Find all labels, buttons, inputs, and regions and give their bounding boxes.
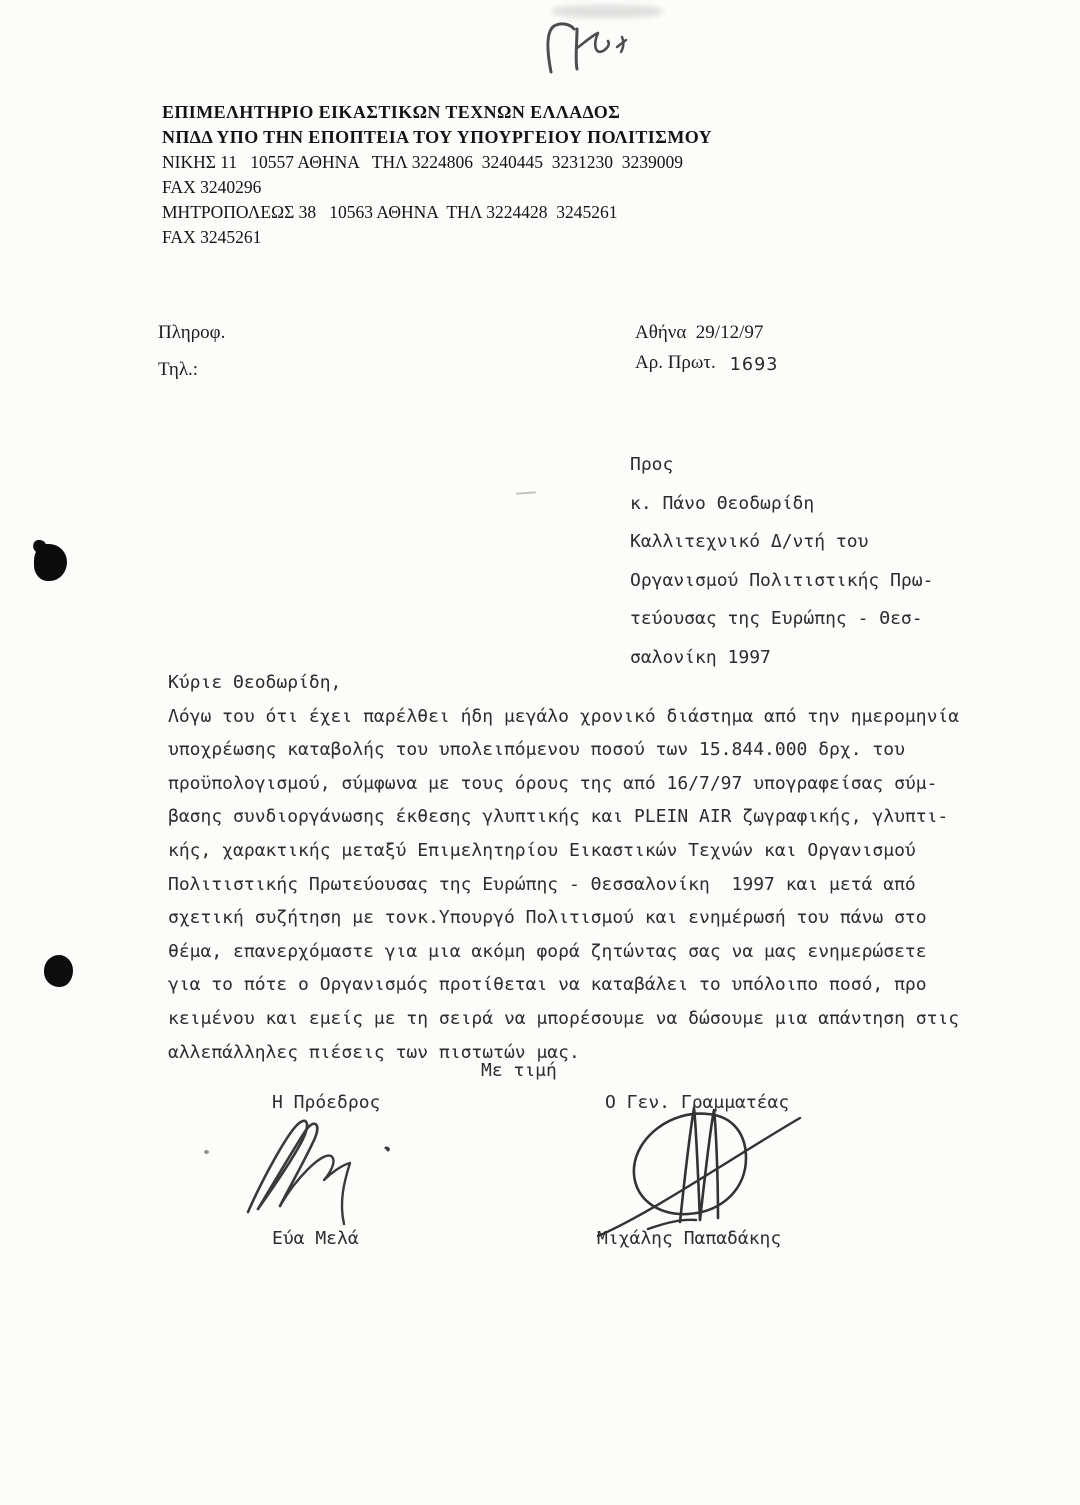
body-line: θέμα, επανερχόμαστε για μια ακόμη φορά ζητώντας σας να μας ενημερώσετε bbox=[168, 940, 927, 962]
ink-blot-mark-2 bbox=[44, 955, 73, 987]
protocol-row bbox=[635, 348, 778, 378]
body-line: βασης συνδιοργάνωσης έκθεσης γλυπτικής και PLEIN AIR ζωγραφικής, γλυπτι- bbox=[168, 806, 949, 828]
tel-label: Τηλ.: bbox=[158, 359, 199, 380]
fax-line-2: FAX 3245261 bbox=[162, 227, 262, 247]
faint-ink-dot bbox=[204, 1150, 209, 1154]
secretary-title: Ο Γεν. Γραμματέας bbox=[605, 1092, 790, 1113]
contact-block bbox=[158, 322, 225, 396]
recipient-line: Καλλιτεχνικό Δ/ντή του bbox=[630, 531, 869, 552]
body-line: Πολιτιστικής Πρωτεύουσας της Ευρώπης - Θεσσαλονίκη 1997 και μετά από bbox=[168, 873, 916, 895]
body-line: προϋπολογισμού, σύμφωνα με τους όρους της από 16/7/97 υπογραφείσας σύμ- bbox=[168, 772, 938, 794]
salutation-line: Κύριε Θεοδωρίδη, bbox=[168, 672, 342, 693]
address-line-2: ΜΗΤΡΟΠΟΛΕΩΣ 38 10563 ΑΘΗΝΑ ΤΗΛ 3224428 3245261 bbox=[162, 202, 618, 222]
address-line-1: ΝΙΚΗΣ 11 10557 ΑΘΗΝΑ ΤΗΛ 3224806 3240445 3231230 3239009 bbox=[162, 152, 683, 172]
date-protocol-block bbox=[635, 318, 778, 378]
handwritten-initials-mark bbox=[535, 16, 655, 84]
valediction: Με τιμή bbox=[481, 1060, 557, 1081]
org-status-line: ΝΠΔΔ ΥΠΟ ΤΗΝ ΕΠΟΠΤΕΙΑ ΤΟΥ ΥΠΟΥΡΓΕΙΟΥ ΠΟΛΙΤΙΣΜΟΥ bbox=[162, 127, 713, 147]
body-line: σχετική συζήτηση με τονκ.Υπουργό Πολιτισμού και ενημέρωσή του πάνω στο bbox=[168, 907, 927, 929]
fax-line-1: FAX 3240296 bbox=[162, 177, 262, 197]
secretary-name: Μιχάλης Παπαδάκης bbox=[597, 1228, 782, 1249]
info-label: Πληροφ. bbox=[158, 322, 226, 343]
body-line: αλλεπάλληλες πιέσεις των πιστωτών μας. bbox=[168, 1041, 580, 1063]
secretary-signature bbox=[586, 1102, 808, 1244]
recipient-line: τεύουσας της Ευρώπης - Θεσ- bbox=[630, 608, 923, 629]
recipient-block bbox=[630, 446, 933, 677]
city-date: Αθήνα 29/12/97 bbox=[635, 322, 764, 343]
body-line: υποχρέωσης καταβολής του υπολειπόμενου ποσού των 15.844.000 δρχ. του bbox=[168, 739, 905, 761]
body-line: κής, χαρακτικής μεταξύ Επιμελητηρίου Εικαστικών Τεχνών και Οργανισμού bbox=[168, 839, 916, 861]
protocol-label: Αρ. Πρωτ. bbox=[635, 352, 716, 373]
letter-body bbox=[168, 666, 959, 1069]
recipient-line: Οργανισμού Πολιτιστικής Πρω- bbox=[630, 569, 934, 591]
body-line: Λόγω του ότι έχει παρέλθει ήδη μεγάλο χρονικό διάστημα από την ημερομηνία bbox=[168, 705, 960, 727]
president-signature bbox=[238, 1110, 406, 1232]
org-name: ΕΠΙΜΕΛΗΤΗΡΙΟ ΕΙΚΑΣΤΙΚΩΝ ΤΕΧΝΩΝ ΕΛΛΑΔΟΣ bbox=[162, 102, 621, 122]
recipient-line: σαλονίκη 1997 bbox=[630, 646, 771, 668]
president-name: Εύα Μελά bbox=[272, 1228, 359, 1249]
president-title: Η Πρόεδρος bbox=[272, 1092, 381, 1113]
ink-blot-mark-1 bbox=[34, 544, 67, 581]
body-line: κειμένου και εμείς με τη σειρά να μπορέσουμε να δώσουμε μια απάντηση στις bbox=[168, 1007, 960, 1029]
protocol-number: 1693 bbox=[729, 355, 779, 375]
letterhead bbox=[162, 100, 712, 250]
recipient-line: Προς bbox=[630, 454, 674, 475]
faint-pencil-dash bbox=[516, 491, 536, 494]
recipient-line: κ. Πάνο Θεοδωρίδη bbox=[630, 492, 815, 514]
body-line: για το πότε ο Οργανισμός προτίθεται να καταβάλει το υπόλοιπο ποσό, προ bbox=[168, 974, 927, 996]
